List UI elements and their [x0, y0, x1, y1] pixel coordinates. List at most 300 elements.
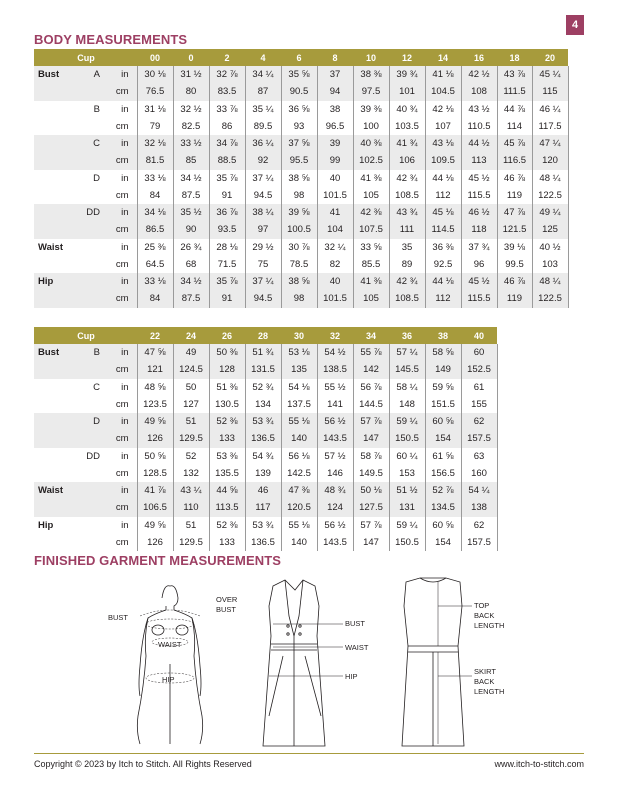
waist-label: WAIST: [158, 640, 182, 649]
value-cell: 79: [137, 118, 173, 135]
value-cell: 103.5: [389, 118, 425, 135]
measurement-label: [34, 413, 70, 430]
value-cell: 43 ⅛: [425, 135, 461, 152]
value-cell: 153: [389, 465, 425, 482]
value-cell: 46 ⅞: [497, 170, 532, 187]
value-cell: 56 ⅞: [353, 379, 389, 396]
value-cell: 40 ½: [532, 239, 568, 256]
value-cell: 44 ⅛: [425, 273, 461, 290]
value-cell: 87.5: [173, 187, 209, 204]
cup-label: [70, 152, 102, 169]
value-cell: 51: [173, 413, 209, 430]
measurement-label: [34, 101, 70, 118]
table-row: [34, 344, 497, 361]
value-cell: 48 ⅝: [137, 379, 173, 396]
value-cell: 37 ¾: [461, 239, 497, 256]
size-header-6: 6: [281, 49, 317, 66]
value-cell: 37 ¼: [245, 170, 281, 187]
value-cell: 57 ¼: [389, 344, 425, 361]
page-number: 4: [566, 15, 584, 35]
value-cell: 57 ⅞: [353, 413, 389, 430]
size-header-16: 16: [461, 49, 497, 66]
value-cell: 84: [137, 290, 173, 307]
back-garment-diagram: [390, 576, 520, 748]
value-cell: 76.5: [137, 83, 173, 100]
value-cell: 147: [353, 430, 389, 447]
value-cell: 54 ⅛: [281, 379, 317, 396]
value-cell: 52 ⅞: [425, 482, 461, 499]
size-header-28: 28: [245, 327, 281, 344]
unit-label: in: [102, 204, 137, 221]
value-cell: 108.5: [389, 187, 425, 204]
value-cell: 39: [317, 135, 353, 152]
value-cell: 127: [173, 396, 209, 413]
value-cell: 119: [497, 187, 532, 204]
measurement-label: [34, 187, 70, 204]
unit-label: cm: [115, 258, 129, 270]
value-cell: 45 ½: [461, 170, 497, 187]
value-cell: 122.5: [532, 290, 568, 307]
value-cell: 38 ⅝: [281, 170, 317, 187]
size-header-2: 2: [209, 49, 245, 66]
bust-label: BUST: [108, 613, 129, 622]
measurement-label: [34, 152, 70, 169]
value-cell: 35 ½: [173, 204, 209, 221]
value-cell: 121: [137, 361, 173, 378]
value-cell: 51: [173, 517, 209, 534]
value-cell: 87.5: [173, 290, 209, 307]
cup-label: [70, 256, 102, 273]
value-cell: 117: [245, 499, 281, 516]
value-cell: 33 ⅝: [353, 239, 389, 256]
table-row: [34, 361, 497, 378]
over-bust-label-line1: OVER: [216, 595, 238, 604]
value-cell: 35 ⅞: [209, 170, 245, 187]
value-cell: 150.5: [389, 534, 425, 551]
value-cell: 61: [461, 379, 497, 396]
value-cell: 35 ⅝: [281, 66, 317, 83]
value-cell: 131.5: [245, 361, 281, 378]
value-cell: 113: [461, 152, 497, 169]
value-cell: 155: [461, 396, 497, 413]
header-blank-cell: [102, 327, 137, 344]
value-cell: 54 ¼: [461, 482, 497, 499]
value-cell: 140: [281, 430, 317, 447]
table-row: [34, 534, 497, 551]
value-cell: 94: [317, 83, 353, 100]
unit-label: cm: [102, 290, 137, 307]
unit-label: in: [102, 344, 137, 361]
table-row: [34, 379, 497, 396]
cup-header: Cup: [70, 327, 102, 344]
unit-label: in: [102, 413, 137, 430]
value-cell: 97.5: [353, 83, 389, 100]
value-cell: 84: [137, 187, 173, 204]
value-cell: 132: [173, 465, 209, 482]
table-row: [34, 448, 497, 465]
value-cell: 36 ¼: [245, 135, 281, 152]
value-cell: 149.5: [353, 465, 389, 482]
cup-label: DD: [70, 204, 102, 221]
header-blank-cell: [102, 49, 137, 66]
value-cell: 109.5: [425, 152, 461, 169]
value-cell: 31 ⅛: [137, 101, 173, 118]
size-header-22: 22: [137, 327, 173, 344]
value-cell: 37 ⅝: [281, 135, 317, 152]
value-cell: 33 ⅛: [137, 170, 173, 187]
value-cell: 58 ⅞: [353, 448, 389, 465]
value-cell: 103: [532, 256, 568, 273]
value-cell: 56 ½: [317, 517, 353, 534]
value-cell: 124.5: [173, 361, 209, 378]
measurement-label: [34, 204, 70, 221]
measurement-label: [34, 396, 70, 413]
table-row: [34, 101, 568, 118]
value-cell: 115.5: [461, 290, 497, 307]
value-cell: 39 ¾: [389, 66, 425, 83]
value-cell: 26 ¾: [173, 239, 209, 256]
size-header-20: 20: [532, 49, 568, 66]
value-cell: 117.5: [532, 118, 568, 135]
value-cell: 136.5: [245, 430, 281, 447]
value-cell: 47 ¼: [532, 135, 568, 152]
skirt-back-length-line2: BACK: [474, 677, 495, 686]
measurement-label: Hip: [38, 519, 54, 531]
website-link[interactable]: www.itch-to-stitch.com: [494, 759, 584, 769]
size-header-32: 32: [317, 327, 353, 344]
unit-label: in: [102, 482, 137, 499]
value-cell: 56 ⅛: [281, 448, 317, 465]
value-cell: 48 ¾: [317, 482, 353, 499]
table-row: [34, 239, 568, 256]
value-cell: 50 ⅜: [209, 344, 245, 361]
value-cell: 131: [389, 499, 425, 516]
cup-label: B: [70, 344, 102, 361]
measurement-label: [34, 534, 70, 551]
value-cell: 128: [209, 361, 245, 378]
value-cell: 40: [317, 170, 353, 187]
value-cell: 143.5: [317, 430, 353, 447]
measurement-label: Bust: [34, 66, 70, 83]
value-cell: 40 ⅜: [353, 135, 389, 152]
value-cell: 107.5: [353, 221, 389, 238]
table-row: [34, 482, 497, 499]
value-cell: 83.5: [209, 83, 245, 100]
table-row: [34, 413, 497, 430]
value-cell: 50 ⅛: [353, 482, 389, 499]
garment-bust-label: BUST: [345, 619, 366, 628]
value-cell: 51 ¾: [245, 344, 281, 361]
cup-label: [70, 221, 102, 238]
table-row: [34, 499, 497, 516]
value-cell: 95.5: [281, 152, 317, 169]
value-cell: 45 ½: [461, 273, 497, 290]
unit-label: in: [102, 66, 137, 83]
value-cell: 80: [173, 83, 209, 100]
size-header-00: 00: [137, 49, 173, 66]
value-cell: 42 ½: [461, 66, 497, 83]
value-cell: 52 ⅜: [209, 517, 245, 534]
value-cell: 157.5: [461, 534, 497, 551]
value-cell: 93: [281, 118, 317, 135]
garment-hip-label: HIP: [345, 672, 358, 681]
value-cell: 92: [245, 152, 281, 169]
measurement-label: Hip: [34, 273, 70, 290]
value-cell: 52 ¾: [245, 379, 281, 396]
measurement-label: [34, 430, 70, 447]
value-cell: 52: [173, 448, 209, 465]
table-row: [34, 170, 568, 187]
value-cell: 62: [461, 517, 497, 534]
value-cell: 42 ⅜: [353, 204, 389, 221]
value-cell: 94.5: [245, 290, 281, 307]
value-cell: 100: [353, 118, 389, 135]
value-cell: 129.5: [173, 430, 209, 447]
value-cell: 105: [353, 187, 389, 204]
value-cell: 135.5: [209, 465, 245, 482]
cup-label: [70, 396, 102, 413]
unit-label: in: [121, 519, 129, 531]
value-cell: 53 ¾: [245, 517, 281, 534]
value-cell: 108.5: [389, 290, 425, 307]
value-cell: 41 ⅞: [137, 482, 173, 499]
value-cell: 120.5: [281, 499, 317, 516]
measurement-label: [34, 379, 70, 396]
value-cell: 99.5: [497, 256, 532, 273]
value-cell: 39 ⅛: [497, 239, 532, 256]
value-cell: 133: [209, 534, 245, 551]
table-row: [34, 465, 497, 482]
value-cell: 47 ⅜: [281, 482, 317, 499]
value-cell: 138: [461, 499, 497, 516]
value-cell: 54 ½: [317, 344, 353, 361]
value-cell: 49 ¼: [532, 204, 568, 221]
measurement-label: [34, 499, 70, 516]
value-cell: 91: [209, 290, 245, 307]
cup-label: [70, 465, 102, 482]
value-cell: 30 ⅛: [137, 66, 173, 83]
cup-label: B: [93, 103, 100, 115]
value-cell: 49 ⅝: [137, 413, 173, 430]
value-cell: 44 ⅞: [497, 101, 532, 118]
cup-label: DD: [86, 450, 100, 462]
value-cell: 115: [532, 83, 568, 100]
value-cell: 53 ⅜: [209, 448, 245, 465]
value-cell: 98: [281, 187, 317, 204]
value-cell: 114: [497, 118, 532, 135]
value-cell: 60 ¼: [389, 448, 425, 465]
value-cell: 56 ½: [317, 413, 353, 430]
value-cell: 59 ⅝: [425, 379, 461, 396]
value-cell: 108: [461, 83, 497, 100]
size-header-4: 4: [245, 49, 281, 66]
size-header-14: 14: [425, 49, 461, 66]
value-cell: 47 ⅝: [137, 344, 173, 361]
value-cell: 85.5: [353, 256, 389, 273]
value-cell: 37 ¼: [245, 273, 281, 290]
value-cell: 63: [461, 448, 497, 465]
copyright-text: Copyright © 2023 by Itch to Stitch. All Rights Reserved: [34, 759, 252, 769]
value-cell: 43 ½: [461, 101, 497, 118]
value-cell: 31 ½: [173, 66, 209, 83]
value-cell: 60: [461, 344, 497, 361]
value-cell: 45 ⅞: [497, 135, 532, 152]
table-row: [34, 273, 568, 290]
value-cell: 46 ¼: [532, 101, 568, 118]
size-header-0: 0: [173, 49, 209, 66]
value-cell: 40: [317, 273, 353, 290]
value-cell: 134: [245, 396, 281, 413]
unit-label: in: [102, 135, 137, 152]
value-cell: 120: [532, 152, 568, 169]
cup-label: [70, 187, 102, 204]
value-cell: 44 ⅛: [425, 170, 461, 187]
value-cell: 106.5: [137, 499, 173, 516]
value-cell: 104: [317, 221, 353, 238]
value-cell: 96: [461, 256, 497, 273]
value-cell: 91: [209, 187, 245, 204]
value-cell: 160: [461, 465, 497, 482]
value-cell: 37: [317, 66, 353, 83]
value-cell: 151.5: [425, 396, 461, 413]
header-blank-cell: [34, 327, 70, 344]
size-header-40: 40: [461, 327, 497, 344]
value-cell: 112: [425, 187, 461, 204]
value-cell: 90: [173, 221, 209, 238]
value-cell: 43 ¼: [173, 482, 209, 499]
value-cell: 41 ⅜: [353, 273, 389, 290]
value-cell: 94.5: [245, 187, 281, 204]
value-cell: 101.5: [317, 187, 353, 204]
cup-label: [70, 361, 102, 378]
value-cell: 112: [425, 290, 461, 307]
value-cell: 135: [281, 361, 317, 378]
value-cell: 36 ⅝: [281, 101, 317, 118]
measurement-label: Waist: [34, 482, 70, 499]
value-cell: 38 ⅝: [281, 273, 317, 290]
value-cell: 41 ¾: [389, 135, 425, 152]
value-cell: 61 ⅝: [425, 448, 461, 465]
value-cell: 86.5: [137, 221, 173, 238]
value-cell: 78.5: [281, 256, 317, 273]
value-cell: 43 ¾: [389, 204, 425, 221]
value-cell: 28 ⅛: [209, 239, 245, 256]
value-cell: 142.5: [281, 465, 317, 482]
value-cell: 39 ⅜: [353, 101, 389, 118]
value-cell: 89.5: [245, 118, 281, 135]
value-cell: 46 ⅞: [497, 273, 532, 290]
value-cell: 50: [173, 379, 209, 396]
value-cell: 146: [317, 465, 353, 482]
value-cell: 87: [245, 83, 281, 100]
value-cell: 32 ½: [173, 101, 209, 118]
value-cell: 121.5: [497, 221, 532, 238]
value-cell: 57 ½: [317, 448, 353, 465]
unit-label: cm: [102, 152, 137, 169]
unit-label: in: [121, 103, 129, 115]
value-cell: 33 ⅛: [137, 273, 173, 290]
value-cell: 34 ½: [173, 273, 209, 290]
header-blank-cell: [34, 49, 70, 66]
value-cell: 40 ¾: [389, 101, 425, 118]
value-cell: 38 ¼: [245, 204, 281, 221]
unit-label: cm: [115, 467, 129, 479]
cup-label: [70, 517, 102, 534]
value-cell: 33 ⅞: [209, 101, 245, 118]
measurement-label: [34, 83, 70, 100]
value-cell: 96.5: [317, 118, 353, 135]
unit-label: cm: [115, 398, 129, 410]
value-cell: 41: [317, 204, 353, 221]
value-cell: 49: [173, 344, 209, 361]
measurement-label: [34, 290, 70, 307]
value-cell: 100.5: [281, 221, 317, 238]
value-cell: 127.5: [353, 499, 389, 516]
cup-label: A: [70, 66, 102, 83]
value-cell: 33 ½: [173, 135, 209, 152]
measurement-label: [34, 361, 70, 378]
size-header-34: 34: [353, 327, 389, 344]
value-cell: 154: [425, 430, 461, 447]
value-cell: 44 ½: [461, 135, 497, 152]
value-cell: 54 ¾: [245, 448, 281, 465]
value-cell: 89: [389, 256, 425, 273]
value-cell: 52 ⅜: [209, 413, 245, 430]
value-cell: 101.5: [317, 290, 353, 307]
value-cell: 122.5: [532, 187, 568, 204]
value-cell: 82.5: [173, 118, 209, 135]
cup-label: [70, 273, 102, 290]
table-row: [34, 290, 568, 307]
value-cell: 106: [389, 152, 425, 169]
value-cell: 81.5: [137, 152, 173, 169]
value-cell: 119: [497, 290, 532, 307]
value-cell: 97: [245, 221, 281, 238]
value-cell: 116.5: [497, 152, 532, 169]
value-cell: 41 ⅜: [353, 170, 389, 187]
value-cell: 32 ⅛: [137, 135, 173, 152]
cup-label: [70, 499, 102, 516]
unit-label: in: [121, 450, 129, 462]
size-header-18: 18: [497, 49, 532, 66]
cup-header: Cup: [70, 49, 102, 66]
value-cell: 157.5: [461, 430, 497, 447]
value-cell: 152.5: [461, 361, 497, 378]
value-cell: 110: [173, 499, 209, 516]
value-cell: 29 ½: [245, 239, 281, 256]
value-cell: 154: [425, 534, 461, 551]
value-cell: 150.5: [389, 430, 425, 447]
finished-garment-title: FINISHED GARMENT MEASUREMENTS: [34, 553, 282, 568]
value-cell: 25 ⅜: [137, 239, 173, 256]
body-figure-diagram: [100, 576, 250, 748]
value-cell: 60 ⅝: [425, 517, 461, 534]
value-cell: 85: [173, 152, 209, 169]
garment-waist-label: WAIST: [345, 643, 369, 652]
size-header-8: 8: [317, 49, 353, 66]
value-cell: 42 ¾: [389, 170, 425, 187]
value-cell: 129.5: [173, 534, 209, 551]
cup-label: [70, 534, 102, 551]
value-cell: 45 ¼: [532, 66, 568, 83]
cup-label: D: [70, 413, 102, 430]
value-cell: 34 ⅞: [209, 135, 245, 152]
unit-label: in: [121, 241, 129, 253]
value-cell: 38 ⅜: [353, 66, 389, 83]
table-row: [34, 204, 568, 221]
value-cell: 48 ¼: [532, 273, 568, 290]
value-cell: 75: [245, 256, 281, 273]
